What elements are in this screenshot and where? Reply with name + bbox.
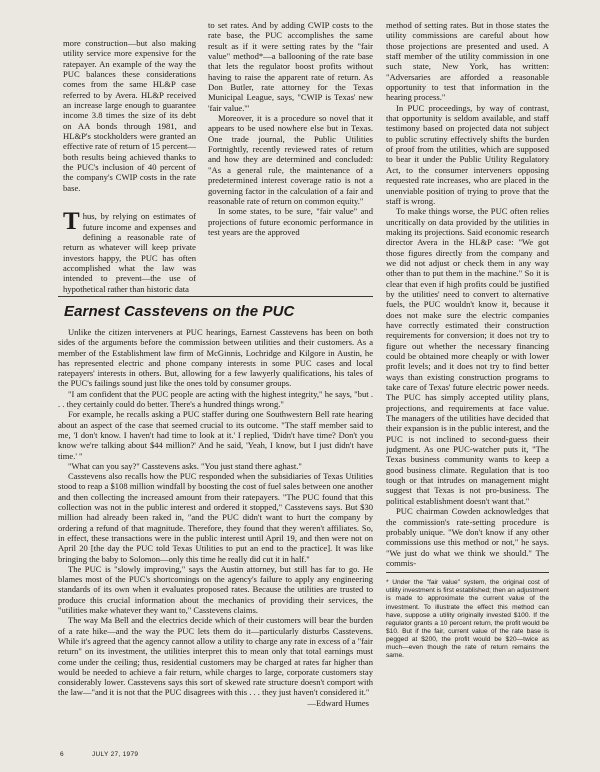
paragraph: In some states, to be sure, "fair value" and projections of future economic performance in test years are the approved [208,206,373,237]
paragraph-gap [63,193,196,211]
paragraph-text: hus, by relying on estimates of future income and expenses and defining a reasonable rate of return as whatever will keep private investors happy, the PUC has often accomplished what the law was intended to prevent—the use of hypothetical rather than historic data [63,211,196,294]
article-column-left [63,38,196,328]
sidebar-paragraph: Unlike the citizen interveners at PUC hearings, Earnest Casstevens has been on both sides of the arguments before the commission between utilities and their customers. As a member of the Establishment law firm of McGinnis, Lochridge and Kilgore in Austin, he has represented electric and phone company interests in some PUC cases and local ratepayers' interests in others. But, allowing for a few lawyerly qualifications, his tales of the PUC's failings sound just like the ones told by consumer groups. [58,327,373,389]
sidebar-paragraph: "I am confident that the PUC people are acting with the highest integrity," he says, "but . . . they certainly could do better. There's a hundred things wrong." [58,388,373,410]
paragraph: In PUC proceedings, by way of contrast, that opportunity is seldom available, and staff testimony based on projected data not subject to public scrutiny effectively shifts the burden of proof from the utilities, which are supposed to bear it under the Public Utility Regulatory Act, to the consumer interveners opposing requested rate increases, who are placed in the unenviable position of trying to prove that the staff is wrong. [386,102,549,206]
paragraph: Moreover, it is a procedure so novel that it appears to be used nowhere else but in Texas. One trade journal, the Public Utilities Fortnightly, recently reviewed rates of return and how they are determined and concluded: "As a general rule, the maintenance of a predetermined interest coverage ratio is not a governing factor in the calculation of a fair and reasonable rate of return on common equity." [208,113,373,206]
sidebar-paragraph: "What can you say?" Casstevens asks. "You just stand there aghast." [68,460,302,471]
sidebar-top-rule [58,296,373,297]
paragraph: PUC chairman Cowden acknowledges that the commission's rate-setting procedure is probably unique. "We don't know if any other commissions use this method or not," he says. "We just do what we think we should." The commis- [386,506,549,568]
issue-date: JULY 27, 1979 [92,751,139,758]
drop-cap: T [63,208,80,236]
footnote-rule [386,572,549,573]
footnote: * Under the "fair value" system, the original cost of utility investment is first established; then an adjustment is made to approximate the current value of the investment. To illustrate the effect this method can have, suppose a utility originally invested $100. If the regulator grants a 10 percent return, the profit would be $10. But if the fair, current value of the rate base is pegged at $200, the profit would be $20—twice as much—even though the rate of return remains the same. [386,579,549,660]
page-number: 6 [60,751,64,758]
byline: —Edward Humes [307,697,369,708]
article-column-right [386,20,549,740]
paragraph: more construction—but also making utility service more expensive for the ratepayer. An example of the way the PUC balances these considerations comes from the same HL&P case referred to by Avera. HL&P received an increase large enough to guarantee income 3.8 times the size of its debt on AA bonds through 1981, and HL&P's stockholders were granted an effective rate of return of 15 percent—both results being achieved thanks to the PUC's inclusion of 40 percent of the company's CWIP costs in the rate base. [63,38,196,193]
sidebar-paragraph: The way Ma Bell and the electrics decide which of their customers will bear the burden of a rate hike—and the way the PUC lets them do it—particularly disturbs Casstevens. While it's agreed that the agency cannot allow a utility to charge any rate in excess of a "fair return" on its investment, the utilities interpret this to mean only that total earnings must come under the ceiling; thus, residential customers may be charged at rates far higher than would be needed to achieve a fair return, while charges to large, corporate customers stay considerably lower. Casstevens says this sort of skewed rate structure doesn't comport with the law—"and it is not that the PUC disagrees with this . . . they just haven't considered it." [58,615,373,698]
article-column-middle [208,20,373,292]
paragraph: To make things worse, the PUC often relies uncritically on data provided by the utilities in making its projections. Said economic research director Avera in the HL&P case: "We got those figures directly from the company and we did not adjust or check them in any way other than to put them in the machine." So it is clear that even if high profits could be justified by the utilities' need to convert to alternative fuels, the PUC wouldn't know it, because it does not make sure the electric companies have correctly estimated their construction requirements for conversion; it does not try to figure out whether the necessary financing could be obtained more cheaply or with lower profit levels; and it does not try to find better ways than existing construction programs to take care of Texas' future electric power needs. The PUC has simply accepted utility plans, projections, and requirements at face value. The managers of the utilities have decided that their expansion is in the public interest, and the PUC is not inclined to second-guess their judgment. As one PUC-watcher puts it, "The Texas business community wants to keep a good business climate. Regulation that is too tough or that intrudes on management might suggest that Texas is not pro-business. The political establishment doesn't want that." [386,206,549,506]
sidebar-title: Earnest Casstevens on the PUC [64,303,295,320]
sidebar-paragraph: For example, he recalls asking a PUC staffer during one Southwestern Bell rate hearing about an aspect of the case that seemed crucial to its outcome. "The staff member said to me, 'I don't know. I haven't had time to look at it.' I replied, 'Didn't have time? Don't you know we're talking about $44 million?' And he said, 'Yeah, I know, but I just didn't have time.' " [58,409,373,461]
paragraph: method of setting rates. But in those states the utility commissions are careful about how those projections are presented and used. A staff member of the utility commission in one such state, New York, has written: "Adversaries are afforded a reasonable opportunity to test that information in the hearing process." [386,20,549,103]
paragraph-with-dropcap [63,208,196,294]
paragraph: to set rates. And by adding CWIP costs to the rate base, the PUC accomplishes the same result as if it were setting rates by the "fair value" method*—a ballooning of the rate base that lets the regulator boost profits without having to raise the apparent rate of return. As Don Butler, rate attorney for the Texas Municipal League, says, "CWIP is Texas' new 'fair value.'" [208,20,373,113]
sidebar-body [58,327,373,739]
sidebar-paragraph: The PUC is "slowly improving," says the Austin attorney, but still has far to go. He blames most of the PUC's shortcomings on the agency's failure to apply any engineering standards of its own when it evaluates proposed rates. Because the utilities are trusted to produce this crucial information about the mechanics of providing their services, the "utilities make whatever they want to," Casstevens claims. [58,563,373,616]
sidebar-paragraph: Casstevens also recalls how the PUC responded when the subsidiaries of Texas Utilities stood to reap a $108 million windfall by boosting the cost of fuel sales between one another and then collecting the increased amount from their ratepayers. "The PUC found that this collection was not in the public interest and ordered it stopped," Casstevens says. But $30 million had already been raked in, "and the PUC didn't want to hurt the company by ordering a refund of that magnitude. Therefore, they found that they weren't affiliates. So, in effect, these transactions were in the public interest until April 19, and then were not on April 20 [the day the PUC told Texas Utilities to put an end to the practice]. It was like bringing the baby to Solomon—only this time he really did cut it in half." [58,471,373,564]
